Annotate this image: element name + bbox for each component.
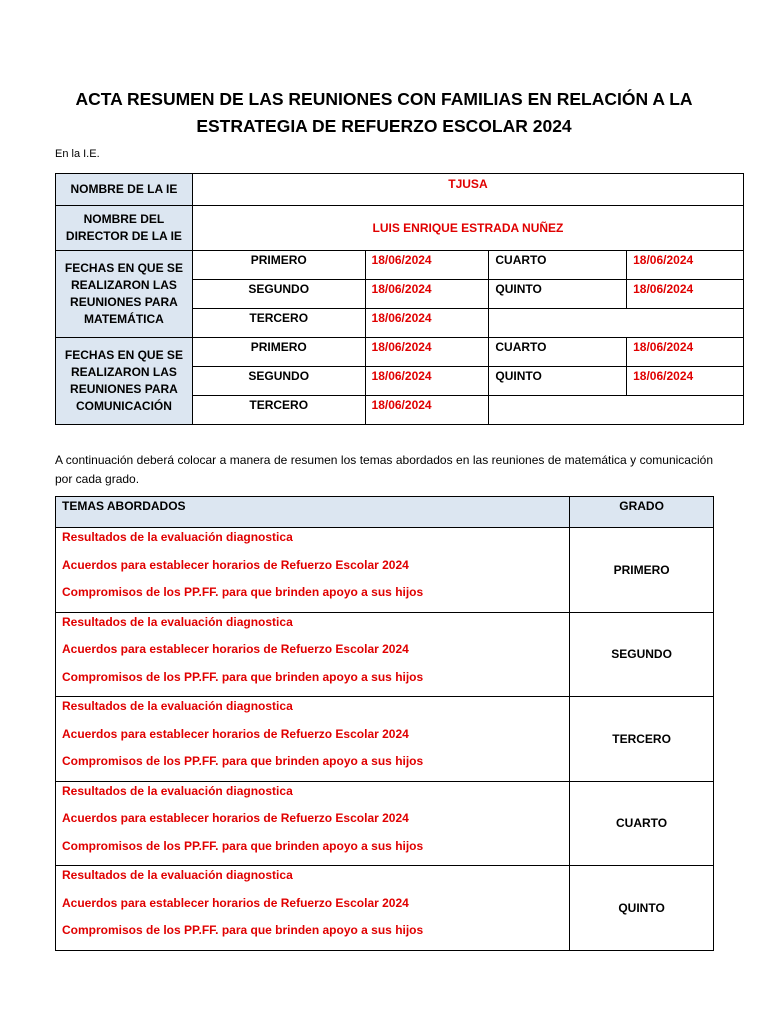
grade-cell: TERCERO	[570, 697, 714, 782]
topic-item: Resultados de la evaluación diagnostica	[62, 783, 293, 798]
topics-cell	[56, 697, 570, 782]
ie-name-label: NOMBRE DE LA IE	[56, 174, 193, 206]
math-grade-segundo: SEGUNDO	[192, 280, 365, 309]
topics-cell	[56, 781, 570, 866]
math-date-primero: 18/06/2024	[365, 251, 489, 280]
comm-date-cuarto: 18/06/2024	[627, 338, 744, 367]
topics-cell	[56, 612, 570, 697]
info-table	[55, 173, 744, 425]
math-grade-primero: PRIMERO	[192, 251, 365, 280]
director-value: LUIS ENRIQUE ESTRADA NUÑEZ	[192, 206, 743, 251]
topic-item: Compromisos de los PP.FF. para que brinden apoyo a sus hijos	[62, 923, 424, 937]
table-row	[56, 612, 714, 697]
topic-item: Acuerdos para establecer horarios de Refuerzo Escolar 2024	[62, 811, 409, 825]
topic-item: Resultados de la evaluación diagnostica	[62, 530, 293, 544]
topics-header: TEMAS ABORDADOS	[56, 497, 570, 528]
topic-item: Compromisos de los PP.FF. para que brinden apoyo a sus hijos	[62, 585, 424, 599]
topic-item: Acuerdos para establecer horarios de Refuerzo Escolar 2024	[62, 557, 409, 572]
topic-item: Acuerdos para establecer horarios de Refuerzo Escolar 2024	[62, 726, 409, 741]
table-row	[56, 866, 714, 951]
comm-grade-cuarto: CUARTO	[489, 338, 627, 367]
math-date-quinto: 18/06/2024	[627, 280, 744, 309]
comm-dates-label: FECHAS EN QUE SE REALIZARON LAS REUNIONES PARA COMUNICACIÓN	[56, 338, 193, 425]
table-row	[56, 781, 714, 866]
intro-text: En la I.E.	[55, 148, 100, 160]
math-dates-label: FECHAS EN QUE SE REALIZARON LAS REUNIONES PARA MATEMÁTICA	[56, 251, 193, 338]
topics-cell	[56, 528, 570, 613]
comm-grade-tercero: TERCERO	[192, 396, 365, 425]
comm-grade-quinto: QUINTO	[489, 367, 627, 396]
topic-item: Compromisos de los PP.FF. para que brinden apoyo a sus hijos	[62, 754, 424, 768]
director-label: NOMBRE DEL DIRECTOR DE LA IE	[56, 206, 193, 251]
grade-cell: CUARTO	[570, 781, 714, 866]
math-grade-quinto: QUINTO	[489, 280, 627, 309]
grade-cell: SEGUNDO	[570, 612, 714, 697]
topic-item: Compromisos de los PP.FF. para que brinden apoyo a sus hijos	[62, 838, 424, 853]
topic-item: Resultados de la evaluación diagnostica	[62, 699, 293, 713]
table-row	[56, 697, 714, 782]
instructions-paragraph: A continuación deberá colocar a manera de resumen los temas abordados en las reuniones de matemática y comunicación por cada grado.	[55, 453, 713, 486]
comm-date-primero: 18/06/2024	[365, 338, 489, 367]
math-date-cuarto: 18/06/2024	[627, 251, 744, 280]
empty-cell	[489, 396, 744, 425]
math-date-tercero: 18/06/2024	[365, 309, 489, 338]
grade-cell: PRIMERO	[570, 528, 714, 613]
comm-date-tercero: 18/06/2024	[365, 396, 489, 425]
math-grade-tercero: TERCERO	[192, 309, 365, 338]
grade-cell: QUINTO	[570, 866, 714, 951]
table-row	[56, 528, 714, 613]
ie-name-value: TJUSA	[192, 174, 743, 206]
topic-item: Acuerdos para establecer horarios de Refuerzo Escolar 2024	[62, 895, 409, 910]
topics-table	[55, 496, 714, 951]
math-date-segundo: 18/06/2024	[365, 280, 489, 309]
topic-item: Acuerdos para establecer horarios de Refuerzo Escolar 2024	[62, 642, 409, 656]
topic-item: Resultados de la evaluación diagnostica	[62, 868, 293, 882]
topics-cell	[56, 866, 570, 951]
comm-date-segundo: 18/06/2024	[365, 367, 489, 396]
grade-header: GRADO	[570, 497, 714, 528]
comm-grade-segundo: SEGUNDO	[192, 367, 365, 396]
topic-item: Compromisos de los PP.FF. para que brinden apoyo a sus hijos	[62, 669, 424, 684]
document-title: ACTA RESUMEN DE LAS REUNIONES CON FAMILIAS EN RELACIÓN A LA ESTRATEGIA DE REFUERZO ESCOLAR 2024	[75, 89, 693, 136]
comm-grade-primero: PRIMERO	[192, 338, 365, 367]
math-grade-cuarto: CUARTO	[489, 251, 627, 280]
empty-cell	[489, 309, 744, 338]
comm-date-quinto: 18/06/2024	[627, 367, 744, 396]
topic-item: Resultados de la evaluación diagnostica	[62, 614, 293, 629]
